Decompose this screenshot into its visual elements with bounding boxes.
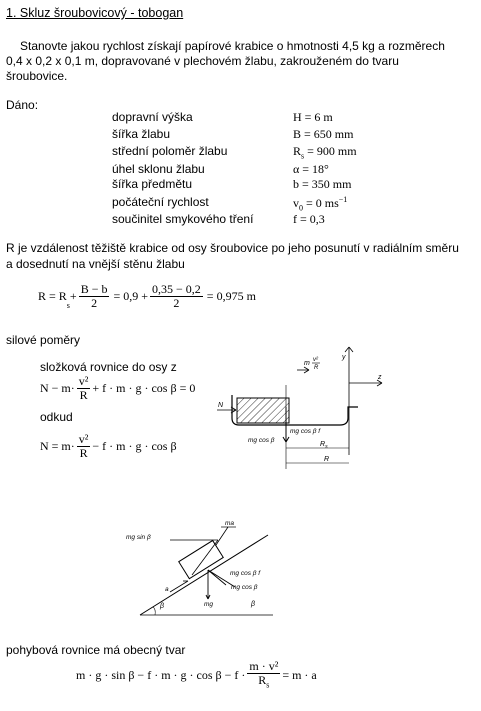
equation-n: N = m· $\frac{\text{v²}}{R}$ − f · m · g · cos β bbox=[40, 432, 177, 460]
friction-label: mg cos β f bbox=[290, 428, 321, 435]
given-name: součinitel smykového tření bbox=[112, 212, 254, 226]
given-value: α = 18° bbox=[293, 162, 329, 176]
cross-section-diagram bbox=[212, 345, 387, 473]
section-pohybova: pohybová rovnice má obecný tvar bbox=[6, 643, 186, 657]
r-text-line-1: R je vzdálenost těžiště krabice od osy šroubovice po jeho posunutí v radiálním směru bbox=[6, 241, 459, 255]
given-name: úhel sklonu žlabu bbox=[112, 162, 205, 176]
normal-force-label: mg cos β bbox=[231, 584, 258, 591]
ma-label: ma bbox=[225, 520, 235, 527]
svg-text:v²: v² bbox=[313, 357, 318, 363]
r-text-line-2: a dosednutí na vnější stěnu žlabu bbox=[6, 257, 185, 271]
svg-text:R: R bbox=[314, 365, 319, 371]
equation-r: R = R $_s$ + $\frac{B - b}{2}$ = 0,9 + $\frac{0,35 - 0,2}{2}$ = 0,975 m bbox=[38, 282, 256, 310]
weight-label: mg bbox=[204, 601, 214, 608]
rs-dimension-label: $R_s$ bbox=[320, 441, 328, 450]
mg-sin-label: mg sin β bbox=[126, 534, 151, 541]
given-label: Dáno: bbox=[6, 98, 39, 112]
given-name: střední poloměr žlabu bbox=[112, 144, 228, 158]
friction-force-label: mg cos β f bbox=[230, 570, 261, 577]
n-force-label: N bbox=[218, 402, 224, 409]
r-dimension-label: R bbox=[324, 456, 330, 463]
given-name: počáteční rychlost bbox=[112, 195, 209, 209]
given-value: b = 350 mm bbox=[293, 177, 352, 191]
given-name: šířka žlabu bbox=[112, 127, 171, 141]
given-name: dopravní výška bbox=[112, 110, 193, 124]
page-title: 1. Skluz šroubovicový - tobogan bbox=[6, 6, 184, 20]
beta-angle-label-2: β bbox=[251, 601, 255, 608]
section-slozkova: složková rovnice do osy z bbox=[40, 360, 177, 374]
equation-motion: m · g · sin β − f · m · g · cos β − f · $\frac{\text{m · v²}}{R_s}$ = m · a bbox=[76, 659, 317, 690]
z-axis-label: z bbox=[378, 374, 382, 381]
normal-weight-label: mg cos β bbox=[248, 437, 275, 444]
given-value: B = 650 mm bbox=[293, 127, 354, 141]
y-axis-label: y bbox=[342, 354, 346, 361]
given-value: $R_s = 900$ mm bbox=[293, 144, 357, 161]
equation-z: N − m· $\frac{\text{v²}}{R}$ + f · m · g · cos β = 0 bbox=[40, 374, 196, 402]
section-silove: silové poměry bbox=[6, 333, 81, 347]
intro-line-1: Stanovte jakou rychlost získají papírové krabice o hmotnosti 4,5 kg a rozměrech bbox=[20, 39, 445, 53]
given-name: šířka předmětu bbox=[112, 177, 193, 191]
intro-line-3: šroubovice. bbox=[6, 69, 68, 83]
acceleration-label: a bbox=[165, 586, 169, 593]
given-value: f = 0,3 bbox=[293, 212, 325, 226]
given-value: $v_0 = 0$ $ms^{-1}$ bbox=[293, 195, 348, 213]
odkud-label: odkud bbox=[40, 410, 73, 424]
intro-line-2: 0,4 x 0,2 x 0,1 m, dopravované v plechovém žlabu, zakrouženém do tvaru bbox=[6, 54, 399, 68]
centrifugal-label: m bbox=[304, 360, 310, 367]
given-value: H = 6 m bbox=[293, 110, 333, 124]
incline-diagram bbox=[118, 515, 278, 630]
beta-angle-label-1: β bbox=[160, 603, 164, 610]
